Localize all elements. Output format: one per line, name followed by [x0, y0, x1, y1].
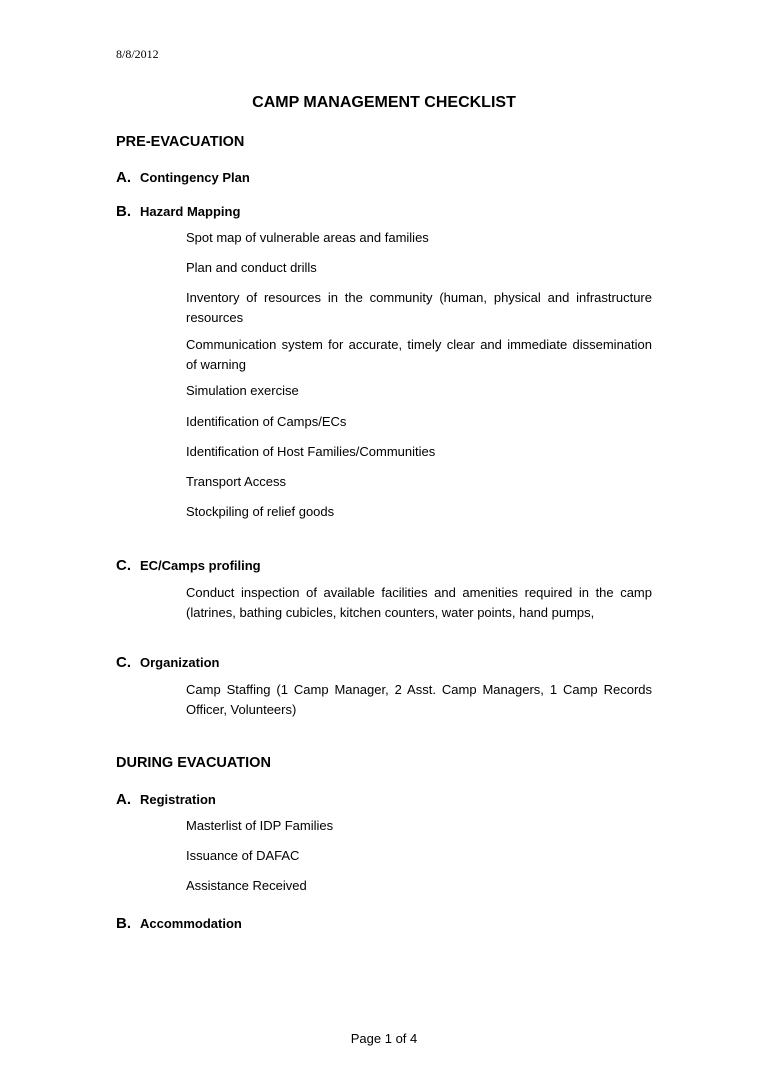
checklist-entry: Camp Staffing (1 Camp Manager, 2 Asst. Camp Managers, 1 Camp Records Officer, Volunteers) [186, 682, 652, 717]
item-hazard-mapping [116, 203, 240, 220]
section-heading-pre-evacuation: PRE-EVACUATION [116, 134, 245, 150]
item-label: Contingency Plan [140, 170, 250, 185]
checklist-entry: Simulation exercise [186, 383, 299, 398]
item-label: Hazard Mapping [140, 204, 241, 219]
item-contingency-plan [116, 169, 250, 186]
checklist-entry: Communication system for accurate, timely clear and immediate dissemination of warning [186, 337, 652, 372]
item-letter: B. [116, 915, 131, 932]
item-letter: C. [116, 654, 131, 671]
item-label: Accommodation [140, 916, 242, 931]
item-letter: A. [116, 791, 131, 808]
checklist-entry: Inventory of resources in the community (human, physical and infrastructure resources [186, 290, 652, 325]
item-registration [116, 791, 216, 808]
checklist-entry: Spot map of vulnerable areas and families [186, 230, 429, 245]
item-organization [116, 654, 219, 671]
section-heading-during-evacuation: DURING EVACUATION [116, 755, 271, 771]
checklist-entry: Identification of Host Families/Communities [186, 444, 436, 459]
document-title: CAMP MANAGEMENT CHECKLIST [252, 94, 516, 111]
header-date: 8/8/2012 [116, 47, 159, 61]
checklist-entry: Conduct inspection of available facilities and amenities required in the camp (latrines, bathing cubicles, kitchen counters, water points, hand pumps, [186, 585, 652, 620]
page-number: Page 1 of 4 [350, 1031, 418, 1046]
checklist-entry: Issuance of DAFAC [186, 848, 300, 863]
checklist-entry: Plan and conduct drills [186, 260, 317, 275]
item-accommodation [116, 915, 242, 932]
checklist-entry: Assistance Received [186, 878, 307, 893]
checklist-entry: Transport Access [186, 474, 286, 489]
checklist-entry: Stockpiling of relief goods [186, 504, 335, 519]
item-label: Organization [140, 655, 220, 670]
checklist-entry: Identification of Camps/ECs [186, 414, 347, 429]
item-letter: C. [116, 557, 131, 574]
item-letter: A. [116, 169, 131, 186]
item-ec-camps-profiling [116, 557, 261, 574]
item-label: EC/Camps profiling [140, 558, 261, 573]
item-letter: B. [116, 203, 131, 220]
item-label: Registration [140, 792, 216, 807]
checklist-entry: Masterlist of IDP Families [186, 818, 334, 833]
